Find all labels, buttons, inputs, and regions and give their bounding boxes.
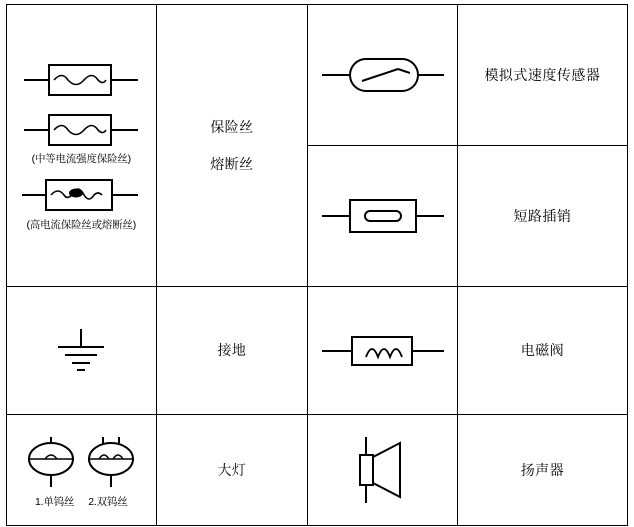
fusible-link-icon (16, 174, 146, 216)
short-circuit-plug-symbol (308, 192, 457, 240)
fuse-symbols-cell (7, 5, 157, 287)
headlamp-label-cell (156, 415, 308, 526)
symbol-table (6, 4, 628, 526)
label-gap (157, 141, 308, 151)
ground-label: 接地 (217, 342, 247, 359)
fuse-icon-1 (16, 60, 146, 100)
headlamp-caption-1: 1.单钨丝 (35, 496, 75, 508)
solenoid-valve-symbol-cell (308, 287, 458, 415)
short-circuit-plug-label-cell (457, 146, 627, 287)
table-row (7, 5, 628, 146)
speed-sensor-symbol (308, 50, 457, 100)
fuse-label-line-1: 保险丝 (210, 118, 254, 135)
ground-icon (41, 323, 121, 379)
solenoid-valve-label-cell (457, 287, 627, 415)
speed-sensor-label-cell (457, 5, 627, 146)
loudspeaker-label-cell (457, 415, 627, 526)
table-row (7, 287, 628, 415)
ground-symbol-cell (7, 287, 157, 415)
headlamp-symbol-cell (7, 415, 157, 526)
fuse-label-cell (156, 5, 308, 287)
ground-label-cell (156, 287, 308, 415)
loudspeaker-label: 扬声器 (520, 461, 565, 478)
headlamp-label: 大灯 (217, 461, 247, 478)
loudspeaker-icon (338, 435, 428, 505)
speed-sensor-label: 模拟式速度传感器 (484, 66, 601, 83)
fuse-label (157, 114, 308, 177)
solenoid-valve-icon (318, 329, 448, 373)
short-circuit-plug-icon (318, 192, 448, 240)
fuse-symbols-group (7, 60, 156, 232)
speed-sensor-icon (318, 50, 448, 100)
fuse-caption-1: (中等电流强度保险丝) (31, 152, 131, 165)
speed-sensor-symbol-cell (308, 5, 458, 146)
short-circuit-plug-label: 短路插销 (513, 207, 572, 224)
loudspeaker-symbol-cell (308, 415, 458, 526)
ground-symbol (7, 323, 156, 379)
symbol-legend-sheet (0, 4, 634, 527)
loudspeaker-symbol (308, 435, 457, 505)
headlamp-icon (13, 431, 149, 493)
table-row (7, 415, 628, 526)
fuse-icon-2 (16, 110, 146, 150)
solenoid-valve-label: 电磁阀 (520, 342, 565, 359)
headlamp-symbol (7, 431, 156, 509)
fuse-label-line-2: 熔断丝 (210, 155, 254, 172)
solenoid-valve-symbol (308, 329, 457, 373)
headlamp-caption-2: 2.双钨丝 (88, 496, 128, 508)
fuse-caption-2: (高电流保险丝或熔断丝) (26, 218, 137, 231)
headlamp-captions (35, 493, 128, 509)
short-circuit-plug-symbol-cell (308, 146, 458, 287)
